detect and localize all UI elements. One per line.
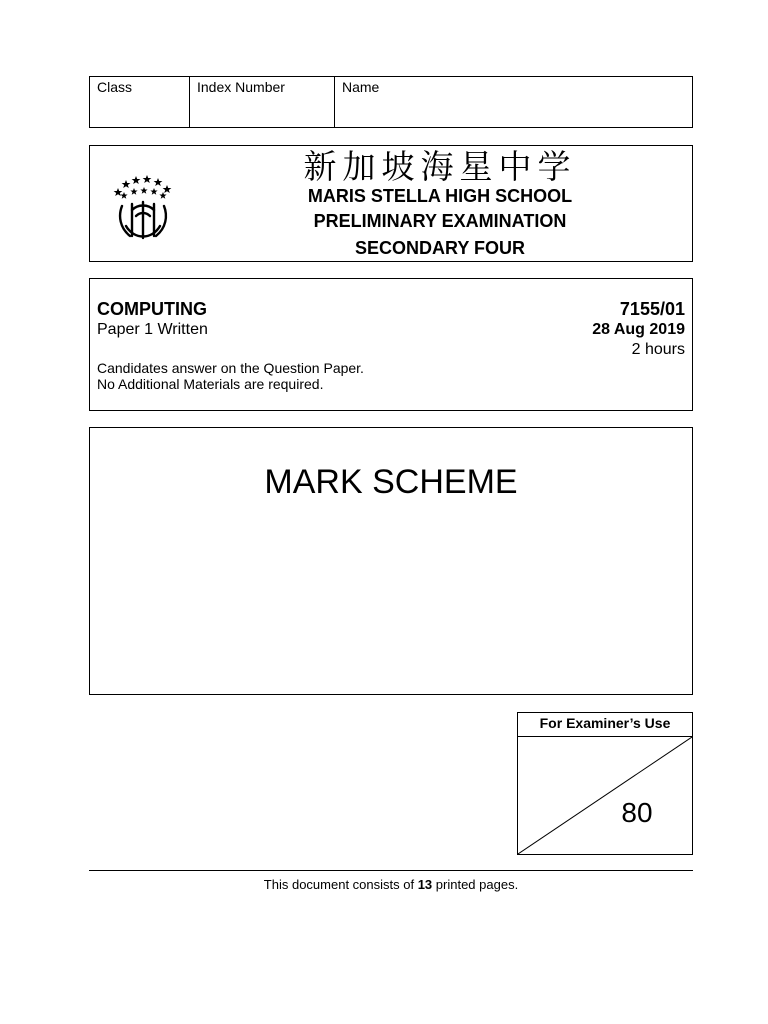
level-name: SECONDARY FOUR	[354, 238, 525, 258]
paper-code: 7155/01	[619, 299, 685, 319]
examiner-use-label: For Examiner’s Use	[518, 713, 692, 737]
school-crest-icon	[112, 166, 174, 242]
chinese-school-name: 新加坡海星中学	[303, 147, 577, 186]
mark-scheme-title: MARK SCHEME	[264, 463, 518, 501]
examiner-use-box	[517, 712, 693, 855]
exam-duration: 2 hours	[631, 341, 685, 358]
page-count-prefix: This document consists of	[263, 877, 418, 892]
subject-info	[89, 278, 693, 411]
index-number-cell[interactable]	[190, 77, 335, 127]
candidate-details-table	[89, 76, 693, 128]
diagonal-divider	[518, 737, 692, 854]
name-label: Name	[342, 79, 380, 95]
name-cell[interactable]	[335, 77, 692, 127]
page-count-note	[89, 877, 693, 892]
instruction-line-2: No Additional Materials are required.	[97, 376, 324, 392]
mark-scheme-box	[89, 427, 693, 695]
subject-title: COMPUTING	[97, 299, 207, 319]
school-header	[89, 145, 693, 262]
class-cell[interactable]	[90, 77, 190, 127]
paper-name: Paper 1 Written	[97, 321, 208, 338]
page-count-suffix: printed pages.	[432, 877, 519, 892]
page-count: 13	[417, 877, 433, 892]
footer-divider	[89, 870, 693, 871]
exam-date: 28 Aug 2019	[592, 321, 685, 338]
index-number-label: Index Number	[197, 79, 285, 95]
instruction-line-1: Candidates answer on the Question Paper.	[97, 360, 364, 376]
exam-name: PRELIMINARY EXAMINATION	[313, 211, 567, 231]
total-marks: 80	[621, 797, 653, 828]
class-label: Class	[97, 79, 133, 95]
school-name: MARIS STELLA HIGH SCHOOL	[307, 186, 573, 206]
